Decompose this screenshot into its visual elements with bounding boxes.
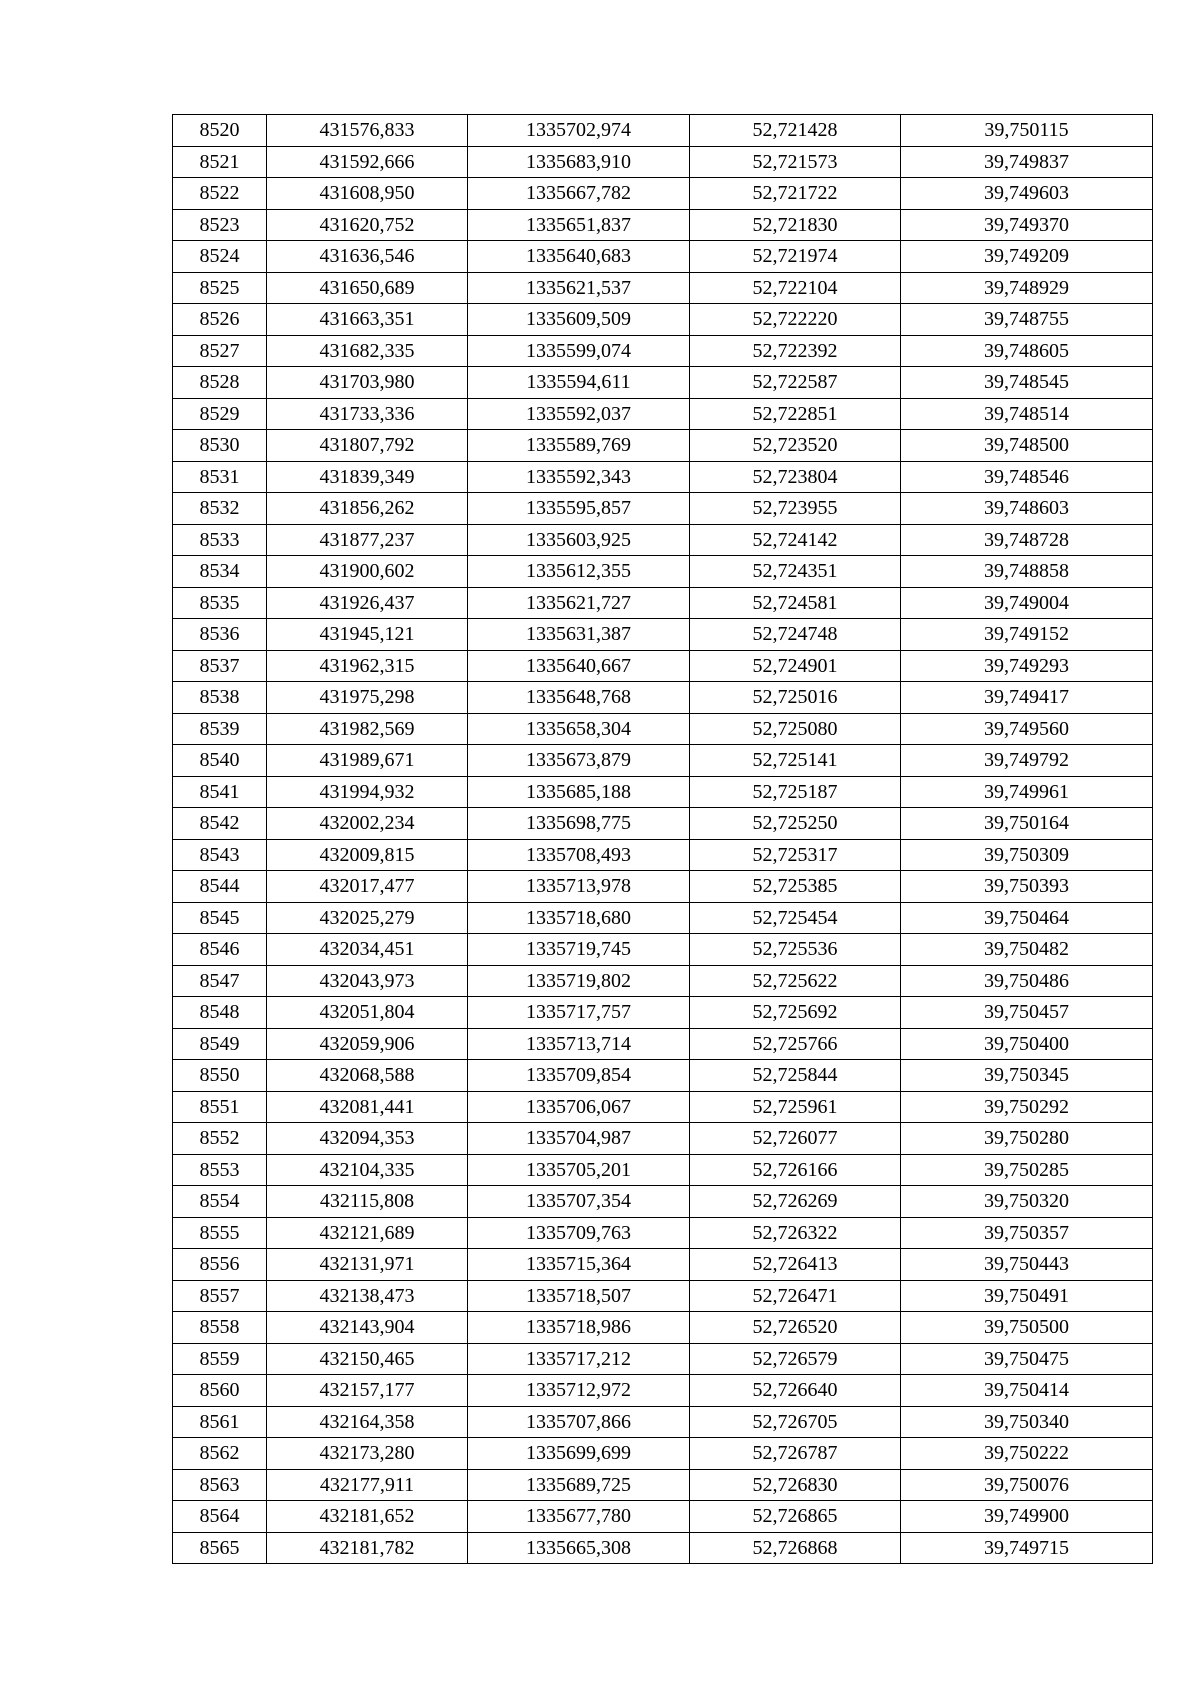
longitude-cell: 39,748929 [901, 272, 1153, 304]
longitude-cell: 39,748728 [901, 524, 1153, 556]
y-coordinate-cell: 1335707,866 [468, 1406, 690, 1438]
longitude-cell: 39,749417 [901, 682, 1153, 714]
point-number-cell: 8564 [173, 1501, 267, 1533]
table-row [173, 1154, 1153, 1186]
longitude-cell: 39,749603 [901, 178, 1153, 210]
longitude-cell: 39,748858 [901, 556, 1153, 588]
x-coordinate-cell: 432025,279 [267, 902, 468, 934]
point-number-cell: 8551 [173, 1091, 267, 1123]
y-coordinate-cell: 1335709,763 [468, 1217, 690, 1249]
longitude-cell: 39,750491 [901, 1280, 1153, 1312]
latitude-cell: 52,725080 [690, 713, 901, 745]
point-number-cell: 8547 [173, 965, 267, 997]
table-row [173, 1091, 1153, 1123]
y-coordinate-cell: 1335699,699 [468, 1438, 690, 1470]
longitude-cell: 39,750164 [901, 808, 1153, 840]
table-row [173, 115, 1153, 147]
longitude-cell: 39,750400 [901, 1028, 1153, 1060]
point-number-cell: 8533 [173, 524, 267, 556]
latitude-cell: 52,725141 [690, 745, 901, 777]
x-coordinate-cell: 432104,335 [267, 1154, 468, 1186]
point-number-cell: 8521 [173, 146, 267, 178]
point-number-cell: 8535 [173, 587, 267, 619]
point-number-cell: 8552 [173, 1123, 267, 1155]
point-number-cell: 8523 [173, 209, 267, 241]
table-row [173, 1123, 1153, 1155]
latitude-cell: 52,726579 [690, 1343, 901, 1375]
y-coordinate-cell: 1335592,343 [468, 461, 690, 493]
longitude-cell: 39,750222 [901, 1438, 1153, 1470]
longitude-cell: 39,750115 [901, 115, 1153, 147]
point-number-cell: 8537 [173, 650, 267, 682]
longitude-cell: 39,749152 [901, 619, 1153, 651]
point-number-cell: 8536 [173, 619, 267, 651]
y-coordinate-cell: 1335685,188 [468, 776, 690, 808]
coordinates-table-body [173, 115, 1153, 1564]
latitude-cell: 52,724142 [690, 524, 901, 556]
latitude-cell: 52,726077 [690, 1123, 901, 1155]
latitude-cell: 52,726471 [690, 1280, 901, 1312]
table-row [173, 650, 1153, 682]
y-coordinate-cell: 1335592,037 [468, 398, 690, 430]
table-row [173, 619, 1153, 651]
x-coordinate-cell: 431807,792 [267, 430, 468, 462]
x-coordinate-cell: 431663,351 [267, 304, 468, 336]
x-coordinate-cell: 431982,569 [267, 713, 468, 745]
latitude-cell: 52,725844 [690, 1060, 901, 1092]
point-number-cell: 8562 [173, 1438, 267, 1470]
y-coordinate-cell: 1335689,725 [468, 1469, 690, 1501]
table-row [173, 1217, 1153, 1249]
point-number-cell: 8530 [173, 430, 267, 462]
x-coordinate-cell: 431839,349 [267, 461, 468, 493]
point-number-cell: 8558 [173, 1312, 267, 1344]
x-coordinate-cell: 431608,950 [267, 178, 468, 210]
table-row [173, 902, 1153, 934]
y-coordinate-cell: 1335594,611 [468, 367, 690, 399]
x-coordinate-cell: 432009,815 [267, 839, 468, 871]
table-row [173, 1280, 1153, 1312]
y-coordinate-cell: 1335719,745 [468, 934, 690, 966]
longitude-cell: 39,748545 [901, 367, 1153, 399]
latitude-cell: 52,726520 [690, 1312, 901, 1344]
longitude-cell: 39,748605 [901, 335, 1153, 367]
y-coordinate-cell: 1335717,212 [468, 1343, 690, 1375]
longitude-cell: 39,750500 [901, 1312, 1153, 1344]
y-coordinate-cell: 1335702,974 [468, 115, 690, 147]
y-coordinate-cell: 1335719,802 [468, 965, 690, 997]
longitude-cell: 39,748755 [901, 304, 1153, 336]
y-coordinate-cell: 1335673,879 [468, 745, 690, 777]
latitude-cell: 52,725187 [690, 776, 901, 808]
y-coordinate-cell: 1335717,757 [468, 997, 690, 1029]
y-coordinate-cell: 1335707,354 [468, 1186, 690, 1218]
point-number-cell: 8550 [173, 1060, 267, 1092]
table-row [173, 241, 1153, 273]
point-number-cell: 8554 [173, 1186, 267, 1218]
table-row [173, 1186, 1153, 1218]
x-coordinate-cell: 432068,588 [267, 1060, 468, 1092]
longitude-cell: 39,750345 [901, 1060, 1153, 1092]
x-coordinate-cell: 432002,234 [267, 808, 468, 840]
latitude-cell: 52,722392 [690, 335, 901, 367]
point-number-cell: 8529 [173, 398, 267, 430]
coordinates-table [172, 114, 1153, 1564]
point-number-cell: 8545 [173, 902, 267, 934]
x-coordinate-cell: 432043,973 [267, 965, 468, 997]
table-row [173, 1249, 1153, 1281]
table-row [173, 1532, 1153, 1564]
y-coordinate-cell: 1335713,978 [468, 871, 690, 903]
point-number-cell: 8549 [173, 1028, 267, 1060]
y-coordinate-cell: 1335651,837 [468, 209, 690, 241]
x-coordinate-cell: 432051,804 [267, 997, 468, 1029]
y-coordinate-cell: 1335718,507 [468, 1280, 690, 1312]
longitude-cell: 39,749370 [901, 209, 1153, 241]
y-coordinate-cell: 1335713,714 [468, 1028, 690, 1060]
x-coordinate-cell: 431703,980 [267, 367, 468, 399]
latitude-cell: 52,726166 [690, 1154, 901, 1186]
table-row [173, 1501, 1153, 1533]
latitude-cell: 52,721722 [690, 178, 901, 210]
longitude-cell: 39,749961 [901, 776, 1153, 808]
point-number-cell: 8563 [173, 1469, 267, 1501]
x-coordinate-cell: 431620,752 [267, 209, 468, 241]
table-row [173, 1438, 1153, 1470]
table-row [173, 556, 1153, 588]
latitude-cell: 52,726705 [690, 1406, 901, 1438]
longitude-cell: 39,750285 [901, 1154, 1153, 1186]
latitude-cell: 52,725622 [690, 965, 901, 997]
x-coordinate-cell: 431682,335 [267, 335, 468, 367]
x-coordinate-cell: 431900,602 [267, 556, 468, 588]
latitude-cell: 52,726640 [690, 1375, 901, 1407]
y-coordinate-cell: 1335658,304 [468, 713, 690, 745]
table-row [173, 461, 1153, 493]
longitude-cell: 39,748546 [901, 461, 1153, 493]
latitude-cell: 52,724351 [690, 556, 901, 588]
point-number-cell: 8541 [173, 776, 267, 808]
latitude-cell: 52,725961 [690, 1091, 901, 1123]
y-coordinate-cell: 1335631,387 [468, 619, 690, 651]
point-number-cell: 8531 [173, 461, 267, 493]
y-coordinate-cell: 1335667,782 [468, 178, 690, 210]
x-coordinate-cell: 432081,441 [267, 1091, 468, 1123]
latitude-cell: 52,726865 [690, 1501, 901, 1533]
longitude-cell: 39,749715 [901, 1532, 1153, 1564]
x-coordinate-cell: 431650,689 [267, 272, 468, 304]
x-coordinate-cell: 432181,652 [267, 1501, 468, 1533]
y-coordinate-cell: 1335705,201 [468, 1154, 690, 1186]
table-row [173, 587, 1153, 619]
table-row [173, 839, 1153, 871]
point-number-cell: 8559 [173, 1343, 267, 1375]
latitude-cell: 52,726269 [690, 1186, 901, 1218]
longitude-cell: 39,749004 [901, 587, 1153, 619]
y-coordinate-cell: 1335683,910 [468, 146, 690, 178]
x-coordinate-cell: 432138,473 [267, 1280, 468, 1312]
x-coordinate-cell: 432150,465 [267, 1343, 468, 1375]
table-row [173, 209, 1153, 241]
table-row [173, 934, 1153, 966]
x-coordinate-cell: 432164,358 [267, 1406, 468, 1438]
latitude-cell: 52,722104 [690, 272, 901, 304]
y-coordinate-cell: 1335648,768 [468, 682, 690, 714]
latitude-cell: 52,725766 [690, 1028, 901, 1060]
table-row [173, 1375, 1153, 1407]
latitude-cell: 52,726322 [690, 1217, 901, 1249]
x-coordinate-cell: 431975,298 [267, 682, 468, 714]
y-coordinate-cell: 1335704,987 [468, 1123, 690, 1155]
latitude-cell: 52,726787 [690, 1438, 901, 1470]
latitude-cell: 52,726868 [690, 1532, 901, 1564]
longitude-cell: 39,750457 [901, 997, 1153, 1029]
x-coordinate-cell: 431733,336 [267, 398, 468, 430]
longitude-cell: 39,749560 [901, 713, 1153, 745]
y-coordinate-cell: 1335709,854 [468, 1060, 690, 1092]
y-coordinate-cell: 1335612,355 [468, 556, 690, 588]
table-row [173, 808, 1153, 840]
x-coordinate-cell: 431945,121 [267, 619, 468, 651]
table-row [173, 871, 1153, 903]
y-coordinate-cell: 1335640,683 [468, 241, 690, 273]
table-row [173, 146, 1153, 178]
point-number-cell: 8520 [173, 115, 267, 147]
point-number-cell: 8534 [173, 556, 267, 588]
x-coordinate-cell: 431592,666 [267, 146, 468, 178]
y-coordinate-cell: 1335706,067 [468, 1091, 690, 1123]
point-number-cell: 8565 [173, 1532, 267, 1564]
table-row [173, 524, 1153, 556]
y-coordinate-cell: 1335595,857 [468, 493, 690, 525]
y-coordinate-cell: 1335621,727 [468, 587, 690, 619]
table-row [173, 398, 1153, 430]
x-coordinate-cell: 432177,911 [267, 1469, 468, 1501]
latitude-cell: 52,723804 [690, 461, 901, 493]
y-coordinate-cell: 1335665,308 [468, 1532, 690, 1564]
table-row [173, 430, 1153, 462]
point-number-cell: 8561 [173, 1406, 267, 1438]
table-row [173, 965, 1153, 997]
longitude-cell: 39,750076 [901, 1469, 1153, 1501]
longitude-cell: 39,750292 [901, 1091, 1153, 1123]
x-coordinate-cell: 432143,904 [267, 1312, 468, 1344]
x-coordinate-cell: 432173,280 [267, 1438, 468, 1470]
y-coordinate-cell: 1335715,364 [468, 1249, 690, 1281]
latitude-cell: 52,725016 [690, 682, 901, 714]
table-row [173, 335, 1153, 367]
table-row [173, 776, 1153, 808]
table-row [173, 1060, 1153, 1092]
x-coordinate-cell: 431962,315 [267, 650, 468, 682]
point-number-cell: 8560 [173, 1375, 267, 1407]
table-row [173, 1312, 1153, 1344]
x-coordinate-cell: 431989,671 [267, 745, 468, 777]
point-number-cell: 8522 [173, 178, 267, 210]
latitude-cell: 52,725250 [690, 808, 901, 840]
longitude-cell: 39,750357 [901, 1217, 1153, 1249]
longitude-cell: 39,749900 [901, 1501, 1153, 1533]
point-number-cell: 8527 [173, 335, 267, 367]
latitude-cell: 52,724901 [690, 650, 901, 682]
point-number-cell: 8555 [173, 1217, 267, 1249]
point-number-cell: 8538 [173, 682, 267, 714]
point-number-cell: 8544 [173, 871, 267, 903]
longitude-cell: 39,749837 [901, 146, 1153, 178]
point-number-cell: 8543 [173, 839, 267, 871]
point-number-cell: 8546 [173, 934, 267, 966]
y-coordinate-cell: 1335621,537 [468, 272, 690, 304]
y-coordinate-cell: 1335640,667 [468, 650, 690, 682]
latitude-cell: 52,723520 [690, 430, 901, 462]
table-row [173, 367, 1153, 399]
y-coordinate-cell: 1335589,769 [468, 430, 690, 462]
longitude-cell: 39,750340 [901, 1406, 1153, 1438]
longitude-cell: 39,750486 [901, 965, 1153, 997]
latitude-cell: 52,721830 [690, 209, 901, 241]
point-number-cell: 8526 [173, 304, 267, 336]
table-row [173, 1028, 1153, 1060]
y-coordinate-cell: 1335698,775 [468, 808, 690, 840]
longitude-cell: 39,750482 [901, 934, 1153, 966]
latitude-cell: 52,721974 [690, 241, 901, 273]
longitude-cell: 39,750414 [901, 1375, 1153, 1407]
table-row [173, 493, 1153, 525]
x-coordinate-cell: 431576,833 [267, 115, 468, 147]
latitude-cell: 52,721428 [690, 115, 901, 147]
table-row [173, 1406, 1153, 1438]
y-coordinate-cell: 1335708,493 [468, 839, 690, 871]
x-coordinate-cell: 432131,971 [267, 1249, 468, 1281]
x-coordinate-cell: 432157,177 [267, 1375, 468, 1407]
y-coordinate-cell: 1335599,074 [468, 335, 690, 367]
table-row [173, 997, 1153, 1029]
latitude-cell: 52,724748 [690, 619, 901, 651]
y-coordinate-cell: 1335603,925 [468, 524, 690, 556]
x-coordinate-cell: 431877,237 [267, 524, 468, 556]
y-coordinate-cell: 1335718,680 [468, 902, 690, 934]
point-number-cell: 8542 [173, 808, 267, 840]
y-coordinate-cell: 1335677,780 [468, 1501, 690, 1533]
latitude-cell: 52,723955 [690, 493, 901, 525]
x-coordinate-cell: 432121,689 [267, 1217, 468, 1249]
table-row [173, 178, 1153, 210]
latitude-cell: 52,725692 [690, 997, 901, 1029]
x-coordinate-cell: 432181,782 [267, 1532, 468, 1564]
latitude-cell: 52,722587 [690, 367, 901, 399]
latitude-cell: 52,725317 [690, 839, 901, 871]
longitude-cell: 39,749209 [901, 241, 1153, 273]
longitude-cell: 39,750475 [901, 1343, 1153, 1375]
latitude-cell: 52,722851 [690, 398, 901, 430]
x-coordinate-cell: 431856,262 [267, 493, 468, 525]
point-number-cell: 8525 [173, 272, 267, 304]
latitude-cell: 52,722220 [690, 304, 901, 336]
table-row [173, 1343, 1153, 1375]
point-number-cell: 8524 [173, 241, 267, 273]
y-coordinate-cell: 1335712,972 [468, 1375, 690, 1407]
latitude-cell: 52,726413 [690, 1249, 901, 1281]
longitude-cell: 39,750393 [901, 871, 1153, 903]
latitude-cell: 52,725536 [690, 934, 901, 966]
point-number-cell: 8532 [173, 493, 267, 525]
longitude-cell: 39,750443 [901, 1249, 1153, 1281]
x-coordinate-cell: 431636,546 [267, 241, 468, 273]
latitude-cell: 52,725454 [690, 902, 901, 934]
longitude-cell: 39,749792 [901, 745, 1153, 777]
point-number-cell: 8540 [173, 745, 267, 777]
table-row [173, 272, 1153, 304]
x-coordinate-cell: 432094,353 [267, 1123, 468, 1155]
point-number-cell: 8556 [173, 1249, 267, 1281]
latitude-cell: 52,721573 [690, 146, 901, 178]
point-number-cell: 8553 [173, 1154, 267, 1186]
point-number-cell: 8528 [173, 367, 267, 399]
x-coordinate-cell: 432034,451 [267, 934, 468, 966]
x-coordinate-cell: 431926,437 [267, 587, 468, 619]
x-coordinate-cell: 432115,808 [267, 1186, 468, 1218]
point-number-cell: 8548 [173, 997, 267, 1029]
table-row [173, 304, 1153, 336]
longitude-cell: 39,750320 [901, 1186, 1153, 1218]
longitude-cell: 39,750309 [901, 839, 1153, 871]
x-coordinate-cell: 432059,906 [267, 1028, 468, 1060]
longitude-cell: 39,748514 [901, 398, 1153, 430]
x-coordinate-cell: 432017,477 [267, 871, 468, 903]
y-coordinate-cell: 1335609,509 [468, 304, 690, 336]
latitude-cell: 52,725385 [690, 871, 901, 903]
longitude-cell: 39,750280 [901, 1123, 1153, 1155]
table-row [173, 745, 1153, 777]
longitude-cell: 39,748500 [901, 430, 1153, 462]
point-number-cell: 8539 [173, 713, 267, 745]
longitude-cell: 39,748603 [901, 493, 1153, 525]
longitude-cell: 39,750464 [901, 902, 1153, 934]
latitude-cell: 52,726830 [690, 1469, 901, 1501]
point-number-cell: 8557 [173, 1280, 267, 1312]
table-row [173, 713, 1153, 745]
table-row [173, 682, 1153, 714]
latitude-cell: 52,724581 [690, 587, 901, 619]
table-row [173, 1469, 1153, 1501]
x-coordinate-cell: 431994,932 [267, 776, 468, 808]
longitude-cell: 39,749293 [901, 650, 1153, 682]
y-coordinate-cell: 1335718,986 [468, 1312, 690, 1344]
